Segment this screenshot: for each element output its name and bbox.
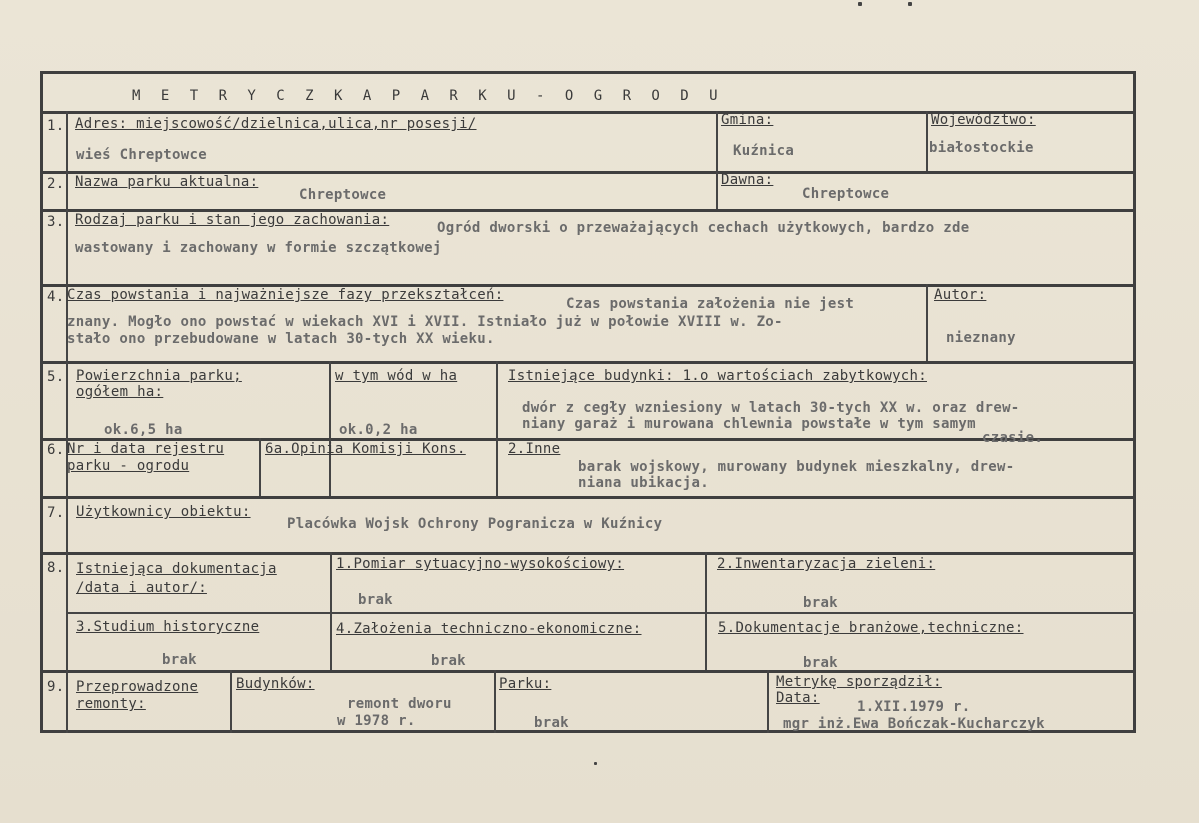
technical-economic-value: brak xyxy=(431,653,466,669)
survey-label: 1.Pomiar sytuacyjno-wysokościowy: xyxy=(336,556,625,572)
park-type-value-line2: wastowany i zachowany w formie szczątkowej xyxy=(75,240,442,256)
renovations-label-line2: remonty: xyxy=(76,696,146,712)
row-number-2: 2. xyxy=(47,176,65,192)
gmina-value: Kuźnica xyxy=(733,143,795,159)
prepared-by-value: mgr inż.Ewa Bończak-Kucharczyk xyxy=(783,716,1045,732)
documentation-label-line1: Istniejąca dokumentacja xyxy=(76,561,277,577)
row-number-4: 4. xyxy=(47,289,65,305)
scan-speck xyxy=(858,2,862,6)
buildings-renovation-value-line1: remont dworu xyxy=(347,696,452,712)
buildings-value-line2: niany garaż i murowana chlewnia powstałe w tym samym xyxy=(522,416,976,432)
park-renovation-value: brak xyxy=(534,715,569,731)
greenery-inventory-value: brak xyxy=(803,595,838,611)
author-value: nieznany xyxy=(946,330,1016,346)
commission-opinion-label: 6a.Opinia Komisji Kons. xyxy=(265,441,466,457)
row-number-1: 1. xyxy=(47,118,65,134)
gmina-label: Gmina: xyxy=(721,112,774,128)
voivodeship-value: białostockie xyxy=(929,140,1034,156)
users-value: Placówka Wojsk Ochrony Pogranicza w Kuźnicy xyxy=(287,516,663,532)
park-name-label: Nazwa parku aktualna: xyxy=(75,174,259,190)
author-label: Autor: xyxy=(934,287,987,303)
scan-speck xyxy=(594,762,597,765)
water-label: w tym wód w ha xyxy=(335,368,458,384)
buildings-renovation-value-line2: w 1978 r. xyxy=(337,713,416,729)
history-value-line2: znany. Mogło ono powstać w wiekach XVI i XVII. Istniało już w połowie XVIII w. Zo- xyxy=(67,314,783,330)
row-number-8: 8. xyxy=(47,560,65,576)
row-number-6: 6. xyxy=(47,442,65,458)
row-number-9: 9. xyxy=(47,679,65,695)
buildings-renovation-label: Budynków: xyxy=(236,676,315,692)
register-label-line2: parku - ogrodu xyxy=(67,458,190,474)
park-name-value: Chreptowce xyxy=(299,187,387,203)
users-label: Użytkownicy obiektu: xyxy=(76,504,251,520)
other-buildings-line1: barak wojskowy, murowany budynek mieszkalny, drew- xyxy=(578,459,1015,475)
address-label: Adres: miejscowość/dzielnica,ulica,nr posesji/ xyxy=(75,116,477,132)
scan-speck xyxy=(908,2,912,6)
former-name-value: Chreptowce xyxy=(802,186,890,202)
address-value: wieś Chreptowce xyxy=(76,147,207,163)
branch-docs-label: 5.Dokumentacje branżowe,techniczne: xyxy=(718,620,1024,636)
park-type-value-line1: Ogród dworski o przeważających cechach użytkowych, bardzo zde xyxy=(437,220,970,236)
row-number-5: 5. xyxy=(47,369,65,385)
documentation-label-line2: /data i autor/: xyxy=(76,580,207,596)
form-title: M E T R Y C Z K A P A R K U - O G R O D U xyxy=(132,88,724,104)
park-type-label: Rodzaj parku i stan jego zachowania: xyxy=(75,212,390,228)
history-value-line3: stało ono przebudowane w latach 30-tych XX wieku. xyxy=(67,331,495,347)
greenery-inventory-label: 2.Inwentaryzacja zieleni: xyxy=(717,556,936,572)
row-number-3: 3. xyxy=(47,214,65,230)
prepared-by-label: Metrykę sporządził: xyxy=(776,674,942,690)
history-value-line1: Czas powstania założenia nie jest xyxy=(566,296,855,312)
historical-study-label: 3.Studium historyczne xyxy=(76,619,260,635)
buildings-label: Istniejące budynki: 1.o wartościach zabytkowych: xyxy=(508,368,927,384)
register-label-line1: Nr i data rejestru xyxy=(67,441,225,457)
water-value: ok.0,2 ha xyxy=(339,422,418,438)
survey-value: brak xyxy=(358,592,393,608)
branch-docs-value: brak xyxy=(803,655,838,671)
voivodeship-label: Województwo: xyxy=(931,112,1036,128)
area-value: ok.6,5 ha xyxy=(104,422,183,438)
former-name-label: Dawna: xyxy=(721,172,774,188)
date-label: Data: xyxy=(776,690,820,706)
park-renovation-label: Parku: xyxy=(499,676,552,692)
other-buildings-label: 2.Inne xyxy=(508,441,561,457)
buildings-value-line3: czasie. xyxy=(982,430,1044,446)
row-number-7: 7. xyxy=(47,505,65,521)
buildings-value-line1: dwór z cegły wzniesiony w latach 30-tych XX w. oraz drew- xyxy=(522,400,1020,416)
history-label: Czas powstania i najważniejsze fazy przekształceń: xyxy=(67,287,504,303)
area-label-line2: ogółem ha: xyxy=(76,384,164,400)
historical-study-value: brak xyxy=(162,652,197,668)
other-buildings-line2: niana ubikacja. xyxy=(578,475,709,491)
area-label-line1: Powierzchnia parku; xyxy=(76,368,242,384)
technical-economic-label: 4.Założenia techniczno-ekonomiczne: xyxy=(336,621,642,637)
date-value: 1.XII.1979 r. xyxy=(857,699,971,715)
renovations-label-line1: Przeprowadzone xyxy=(76,679,199,695)
